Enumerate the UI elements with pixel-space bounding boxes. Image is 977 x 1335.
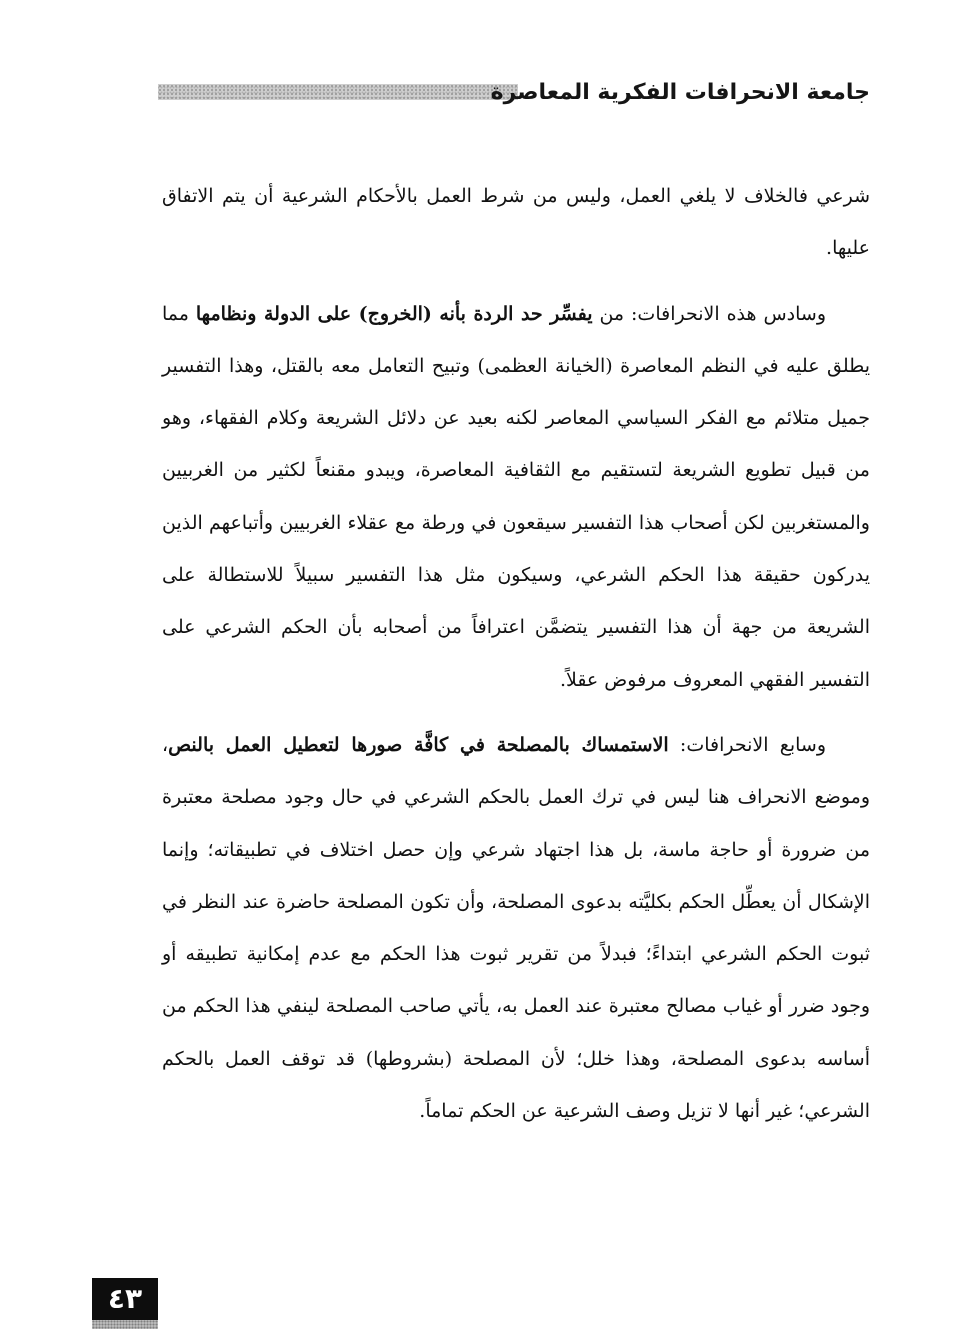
paragraph-2-prefix: وسادس هذه الانحرافات: من — [592, 302, 826, 325]
page-body — [162, 170, 870, 1150]
running-header — [158, 78, 870, 108]
paragraph-1-text: شرعي فالخلاف لا يلغي العمل، وليس من شرط العمل بالأحكام الشرعية أن يتم الاتفاق عليها. — [162, 185, 870, 260]
paragraph-3-prefix: وسابع الانحرافات: — [668, 733, 826, 756]
paragraph-3-bold: الاستمساك بالمصلحة في كافَّة صورها لتعطيل العمل بالنص — [168, 733, 669, 756]
header-decorative-band — [158, 84, 518, 100]
paragraph-2 — [162, 288, 870, 706]
paragraph-2-suffix: مما يطلق عليه في النظم المعاصرة (الخيانة العظمى) وتبيح التعامل معه بالقتل، وهذا التفسير جميل متلائم مع الفكر السياسي المعاصر لكنه بعيد عن دلائل الشريعة وكلام الفقهاء، وهو من قبيل تطويع الشريعة لتستقيم مع الثقافية المعاصرة، ويبدو مقنعاً لكثير من الغربيين والمستغربين لكن أصحاب هذا التفسير سيقعون في ورطة مع عقلاء الغربيين وأتباعهم الذين يدركون حقيقة هذا الحكم الشرعي، وسيكون مثل هذا التفسير سبيلاً للاستطالة على الشريعة من جهة أن هذا التفسير يتضمَّن اعترافاً من أصحابه بأن الحكم الشرعي على التفسير الفقهي المعروف مرفوض عقلاً. — [162, 302, 870, 691]
paragraph-3-suffix: ، وموضع الانحراف هنا ليس في ترك العمل بالحكم الشرعي في حال وجود مصلحة معتبرة من ضرورة أو حاجة ماسة، بل هذا اجتهاد شرعي وإن حصل اختلاف في تطبيقاته؛ وإنما الإشكال أن يعطِّل الحكم بكليَّته بدعوى المصلحة، وأن تكون المصلحة حاضرة عند النظر في ثبوت الحكم الشرعي ابتداءً؛ فبدلاً من تقرير ثبوت هذا الحكم مع عدم إمكانية تطبيقه أو وجود ضرر أو غياب مصالح معتبرة عند العمل به، يأتي صاحب المصلحة لينفي هذا الحكم من أساسه بدعوى المصلحة، وهذا خلل؛ لأن المصلحة (بشروطها) قد توقف العمل بالحكم الشرعي؛ غير أنها لا تزيل وصف الشرعية عن الحكم تماماً. — [162, 733, 870, 1123]
paragraph-2-bold: يفسِّر حد الردة بأنه (الخروج) على الدولة ونظامها — [195, 302, 593, 325]
running-header-title: جامعة الانحرافات الفكرية المعاصرة — [490, 80, 870, 105]
paragraph-1 — [162, 170, 870, 275]
paragraph-3 — [162, 719, 870, 1137]
page-number-decoration — [92, 1320, 158, 1329]
page-number: ٤٣ — [92, 1278, 158, 1320]
